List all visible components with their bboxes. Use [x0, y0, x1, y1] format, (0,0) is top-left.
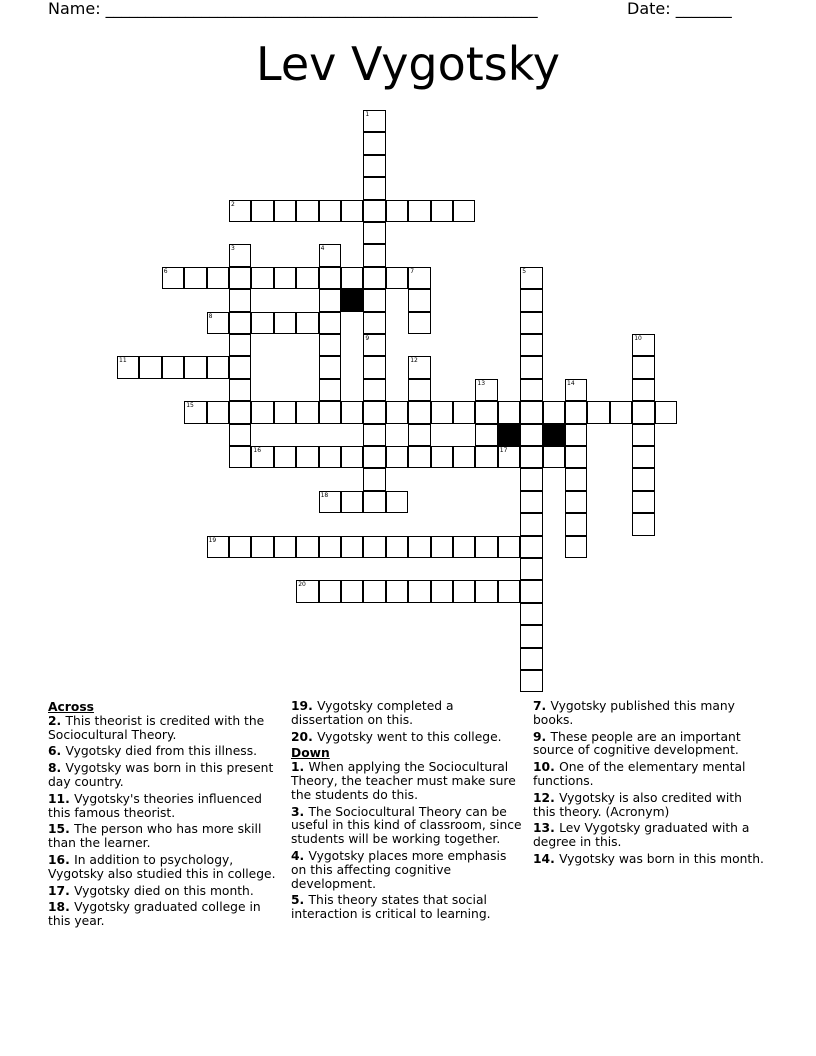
grid-cell[interactable]	[363, 289, 385, 311]
grid-cell[interactable]	[520, 491, 542, 513]
clue-text: These people are an important source of cognitive development.	[533, 729, 741, 758]
grid-cell[interactable]	[520, 670, 542, 692]
clue-item	[291, 700, 523, 728]
grid-cell[interactable]	[408, 446, 430, 468]
grid-cell[interactable]	[431, 580, 453, 602]
grid-cell[interactable]	[229, 424, 251, 446]
clue-number: 6.	[48, 744, 66, 759]
clue-text: In addition to psychology, Vygotsky also studied this in college.	[48, 852, 276, 881]
blocked-cell	[498, 424, 520, 446]
grid-cell[interactable]	[610, 401, 632, 423]
clue-item	[48, 715, 280, 743]
grid-cell[interactable]	[363, 244, 385, 266]
blocked-cell	[341, 289, 363, 311]
grid-cell[interactable]	[498, 580, 520, 602]
clue-item	[48, 793, 280, 821]
grid-cell[interactable]	[431, 536, 453, 558]
clue-number: 7.	[533, 699, 551, 713]
cell-number: 18	[320, 491, 329, 499]
down-heading: Down	[291, 746, 330, 761]
grid-cell[interactable]	[207, 401, 229, 423]
grid-cell[interactable]	[408, 312, 430, 334]
grid-cell[interactable]	[296, 312, 318, 334]
grid-cell[interactable]	[520, 558, 542, 580]
grid-cell[interactable]	[363, 155, 385, 177]
clue-number: 4.	[291, 848, 309, 863]
clue-text: The person who has more skill than the learner.	[48, 822, 262, 851]
clue-number: 2.	[48, 713, 66, 728]
clue-text: Vygotsky's theories influenced this famous theorist.	[48, 791, 262, 820]
grid-cell[interactable]	[229, 446, 251, 468]
grid-cell[interactable]	[565, 401, 587, 423]
grid-cell[interactable]	[475, 401, 497, 423]
grid-cell[interactable]	[498, 536, 520, 558]
clue-text: Vygotsky graduated college in this year.	[48, 900, 261, 929]
cell-number: 8	[208, 312, 213, 320]
grid-cell[interactable]	[296, 446, 318, 468]
name-field-label[interactable]: Name: ______________________________________________________	[48, 0, 538, 18]
grid-cell[interactable]	[319, 312, 341, 334]
clue-number: 19.	[291, 699, 318, 713]
grid-cell[interactable]	[565, 446, 587, 468]
clue-text: Vygotsky was born in this present day country.	[48, 761, 274, 789]
grid-cell[interactable]	[207, 356, 229, 378]
grid-cell[interactable]	[341, 491, 363, 513]
clue-number: 5.	[291, 893, 309, 908]
grid-cell[interactable]	[363, 222, 385, 244]
clue-item	[291, 731, 523, 745]
date-field-label[interactable]: Date: _______	[627, 0, 732, 18]
grid-cell[interactable]	[319, 356, 341, 378]
grid-cell[interactable]	[632, 468, 654, 490]
grid-cell[interactable]	[475, 580, 497, 602]
grid-cell[interactable]	[565, 513, 587, 535]
grid-cell[interactable]	[229, 289, 251, 311]
grid-cell[interactable]	[453, 536, 475, 558]
cell-number: 4	[320, 245, 325, 253]
grid-cell[interactable]	[229, 334, 251, 356]
clue-number: 12.	[533, 790, 560, 805]
grid-cell[interactable]	[363, 468, 385, 490]
grid-cell[interactable]	[453, 200, 475, 222]
grid-cell[interactable]	[520, 401, 542, 423]
clue-item	[291, 761, 523, 802]
grid-cell[interactable]	[408, 424, 430, 446]
grid-cell[interactable]	[341, 446, 363, 468]
clue-item	[291, 894, 523, 922]
grid-cell[interactable]	[319, 401, 341, 423]
grid-cell[interactable]	[565, 536, 587, 558]
grid-cell[interactable]	[363, 491, 385, 513]
grid-cell[interactable]	[319, 446, 341, 468]
clues-column-3	[533, 700, 765, 870]
grid-cell[interactable]	[520, 513, 542, 535]
grid-cell[interactable]	[184, 356, 206, 378]
clue-item	[48, 901, 280, 929]
grid-cell[interactable]	[520, 424, 542, 446]
grid-cell[interactable]	[296, 401, 318, 423]
cell-number: 13	[477, 379, 486, 387]
grid-cell[interactable]	[363, 356, 385, 378]
cell-number: 20	[298, 581, 306, 589]
grid-cell[interactable]	[319, 334, 341, 356]
cell-number: 7	[410, 267, 415, 275]
grid-cell[interactable]	[274, 312, 296, 334]
clue-text: When applying the Sociocultural Theory, the teacher must make sure the students do this.	[291, 760, 516, 802]
grid-cell[interactable]	[520, 580, 542, 602]
clue-item	[48, 885, 280, 899]
grid-cell[interactable]	[341, 580, 363, 602]
cell-number: 9	[365, 335, 370, 342]
grid-cell[interactable]	[363, 177, 385, 199]
clue-text: One of the elementary mental functions.	[533, 760, 746, 788]
cell-number: 14	[567, 379, 575, 387]
grid-cell[interactable]	[520, 625, 542, 647]
grid-cell[interactable]	[408, 379, 430, 401]
header	[48, 0, 748, 22]
clue-text: Vygotsky published this many books.	[533, 699, 735, 727]
clue-number: 11.	[48, 791, 75, 806]
grid-cell[interactable]	[296, 536, 318, 558]
cell-number: 3	[231, 245, 235, 253]
clues-column-1	[48, 700, 280, 932]
grid-cell[interactable]	[431, 446, 453, 468]
grid-cell[interactable]	[565, 491, 587, 513]
grid-cell[interactable]	[363, 379, 385, 401]
grid-cell[interactable]	[520, 603, 542, 625]
grid-cell[interactable]	[386, 536, 408, 558]
grid-cell[interactable]	[386, 267, 408, 289]
grid-cell[interactable]	[408, 200, 430, 222]
grid-cell[interactable]	[632, 491, 654, 513]
grid-cell[interactable]	[655, 401, 677, 423]
grid-cell[interactable]	[274, 267, 296, 289]
grid-cell[interactable]	[632, 424, 654, 446]
grid-cell[interactable]	[341, 536, 363, 558]
grid-cell[interactable]	[520, 289, 542, 311]
grid-cell[interactable]	[229, 267, 251, 289]
clue-number: 17.	[48, 883, 75, 898]
grid-cell[interactable]	[453, 580, 475, 602]
clue-item	[533, 761, 765, 789]
grid-cell[interactable]	[341, 200, 363, 222]
grid-cell[interactable]	[453, 446, 475, 468]
grid-cell[interactable]	[587, 401, 609, 423]
grid-cell[interactable]	[139, 356, 161, 378]
clue-text: This theory states that social interaction is critical to learning.	[291, 893, 491, 922]
cell-number: 1	[365, 111, 370, 118]
grid-cell[interactable]	[319, 580, 341, 602]
grid-cell[interactable]	[296, 267, 318, 289]
grid-cell[interactable]	[520, 536, 542, 558]
grid-cell[interactable]	[386, 401, 408, 423]
grid-cell[interactable]	[319, 289, 341, 311]
clue-text: This theorist is credited with the Sociocultural Theory.	[48, 713, 265, 742]
grid-cell[interactable]	[363, 424, 385, 446]
grid-cell[interactable]	[229, 379, 251, 401]
grid-cell[interactable]	[251, 312, 273, 334]
grid-cell[interactable]	[408, 536, 430, 558]
grid-cell[interactable]	[341, 401, 363, 423]
cell-number: 17	[499, 447, 508, 454]
clues-column-2	[291, 700, 523, 925]
clue-item	[48, 823, 280, 851]
grid-cell[interactable]	[565, 468, 587, 490]
clue-number: 20.	[291, 729, 318, 744]
grid-cell[interactable]	[520, 648, 542, 670]
clue-text: Vygotsky died on this month.	[74, 883, 254, 898]
grid-cell[interactable]	[565, 424, 587, 446]
grid-cell[interactable]	[229, 356, 251, 378]
clue-number: 3.	[291, 804, 309, 819]
cell-number: 5	[522, 267, 527, 275]
grid-cell[interactable]	[632, 356, 654, 378]
clue-number: 13.	[533, 821, 560, 836]
clue-item	[533, 700, 765, 728]
page-title: Lev Vygotsky	[256, 37, 560, 91]
clue-text: Vygotsky died from this illness.	[65, 744, 258, 759]
grid-cell[interactable]	[251, 200, 273, 222]
grid-cell[interactable]	[475, 446, 497, 468]
grid-cell[interactable]	[363, 401, 385, 423]
clue-text: Vygotsky places more emphasis on this affecting cognitive development.	[291, 848, 507, 891]
grid-cell[interactable]	[632, 513, 654, 535]
grid-cell[interactable]	[543, 401, 565, 423]
grid-cell[interactable]	[319, 267, 341, 289]
grid-cell[interactable]	[408, 289, 430, 311]
clue-number: 15.	[48, 822, 75, 837]
across-heading: Across	[48, 700, 94, 714]
clue-number: 10.	[533, 760, 560, 775]
grid-cell[interactable]	[296, 200, 318, 222]
clue-text: Vygotsky went to this college.	[317, 729, 502, 744]
grid-cell[interactable]	[251, 401, 273, 423]
grid-cell[interactable]	[498, 401, 520, 423]
grid-cell[interactable]	[408, 401, 430, 423]
grid-cell[interactable]	[386, 446, 408, 468]
grid-cell[interactable]	[274, 200, 296, 222]
grid-cell[interactable]	[431, 200, 453, 222]
grid-cell[interactable]	[520, 379, 542, 401]
clue-item	[533, 853, 765, 867]
grid-cell[interactable]	[341, 267, 363, 289]
clue-text: Vygotsky was born in this month.	[559, 851, 764, 866]
clue-number: 16.	[48, 852, 75, 867]
cell-number: 12	[410, 357, 418, 365]
grid-cell[interactable]	[184, 267, 206, 289]
grid-cell[interactable]	[520, 446, 542, 468]
grid-cell[interactable]	[274, 446, 296, 468]
grid-cell[interactable]	[520, 312, 542, 334]
grid-cell[interactable]	[162, 356, 184, 378]
grid-cell[interactable]	[274, 401, 296, 423]
cell-number: 15	[186, 402, 194, 410]
clue-item	[291, 806, 523, 847]
clue-item	[291, 850, 523, 891]
clue-item	[48, 745, 280, 759]
cell-number: 10	[634, 335, 642, 342]
grid-cell[interactable]	[632, 401, 654, 423]
grid-cell[interactable]	[543, 446, 565, 468]
clue-text: The Sociocultural Theory can be useful in this kind of classroom, since students will be working together.	[291, 804, 522, 847]
grid-cell[interactable]	[520, 334, 542, 356]
cell-number: 2	[231, 200, 235, 208]
grid-cell[interactable]	[386, 580, 408, 602]
grid-cell[interactable]	[363, 267, 385, 289]
clue-text: Lev Vygotsky graduated with a degree in this.	[533, 821, 750, 850]
grid-cell[interactable]	[229, 536, 251, 558]
grid-cell[interactable]	[319, 536, 341, 558]
cell-number: 16	[253, 447, 262, 454]
grid-cell[interactable]	[431, 401, 453, 423]
grid-cell[interactable]	[363, 446, 385, 468]
cell-number: 19	[208, 536, 217, 544]
grid-cell[interactable]	[453, 401, 475, 423]
cell-number: 6	[163, 267, 168, 275]
grid-cell[interactable]	[229, 312, 251, 334]
grid-cell[interactable]	[207, 267, 229, 289]
clue-number: 9.	[533, 729, 551, 744]
grid-cell[interactable]	[229, 401, 251, 423]
grid-cell[interactable]	[363, 536, 385, 558]
grid-cell[interactable]	[520, 356, 542, 378]
clue-item	[533, 822, 765, 850]
clue-number: 1.	[291, 760, 309, 775]
grid-cell[interactable]	[475, 536, 497, 558]
grid-cell[interactable]	[632, 446, 654, 468]
clue-item	[48, 762, 280, 790]
clues-section	[0, 700, 816, 1040]
grid-cell[interactable]	[386, 491, 408, 513]
grid-cell[interactable]	[363, 580, 385, 602]
grid-cell[interactable]	[520, 468, 542, 490]
grid-cell[interactable]	[363, 312, 385, 334]
clue-item	[533, 731, 765, 759]
grid-cell[interactable]	[363, 132, 385, 154]
clue-item	[48, 854, 280, 882]
grid-cell[interactable]	[251, 536, 273, 558]
clue-text: Vygotsky completed a dissertation on this.	[291, 699, 454, 727]
blocked-cell	[543, 424, 565, 446]
clue-number: 18.	[48, 900, 75, 915]
clue-number: 8.	[48, 761, 66, 776]
grid-cell[interactable]	[274, 536, 296, 558]
grid-cell[interactable]	[386, 200, 408, 222]
grid-cell[interactable]	[319, 379, 341, 401]
grid-cell[interactable]	[363, 200, 385, 222]
clue-number: 14.	[533, 851, 560, 866]
clue-text: Vygotsky is also credited with this theory. (Acronym)	[533, 790, 742, 819]
grid-cell[interactable]	[632, 379, 654, 401]
grid-cell[interactable]	[408, 580, 430, 602]
grid-cell[interactable]	[475, 424, 497, 446]
clue-item	[533, 792, 765, 820]
grid-cell[interactable]	[251, 267, 273, 289]
grid-cell[interactable]	[319, 200, 341, 222]
cell-number: 11	[119, 357, 127, 365]
